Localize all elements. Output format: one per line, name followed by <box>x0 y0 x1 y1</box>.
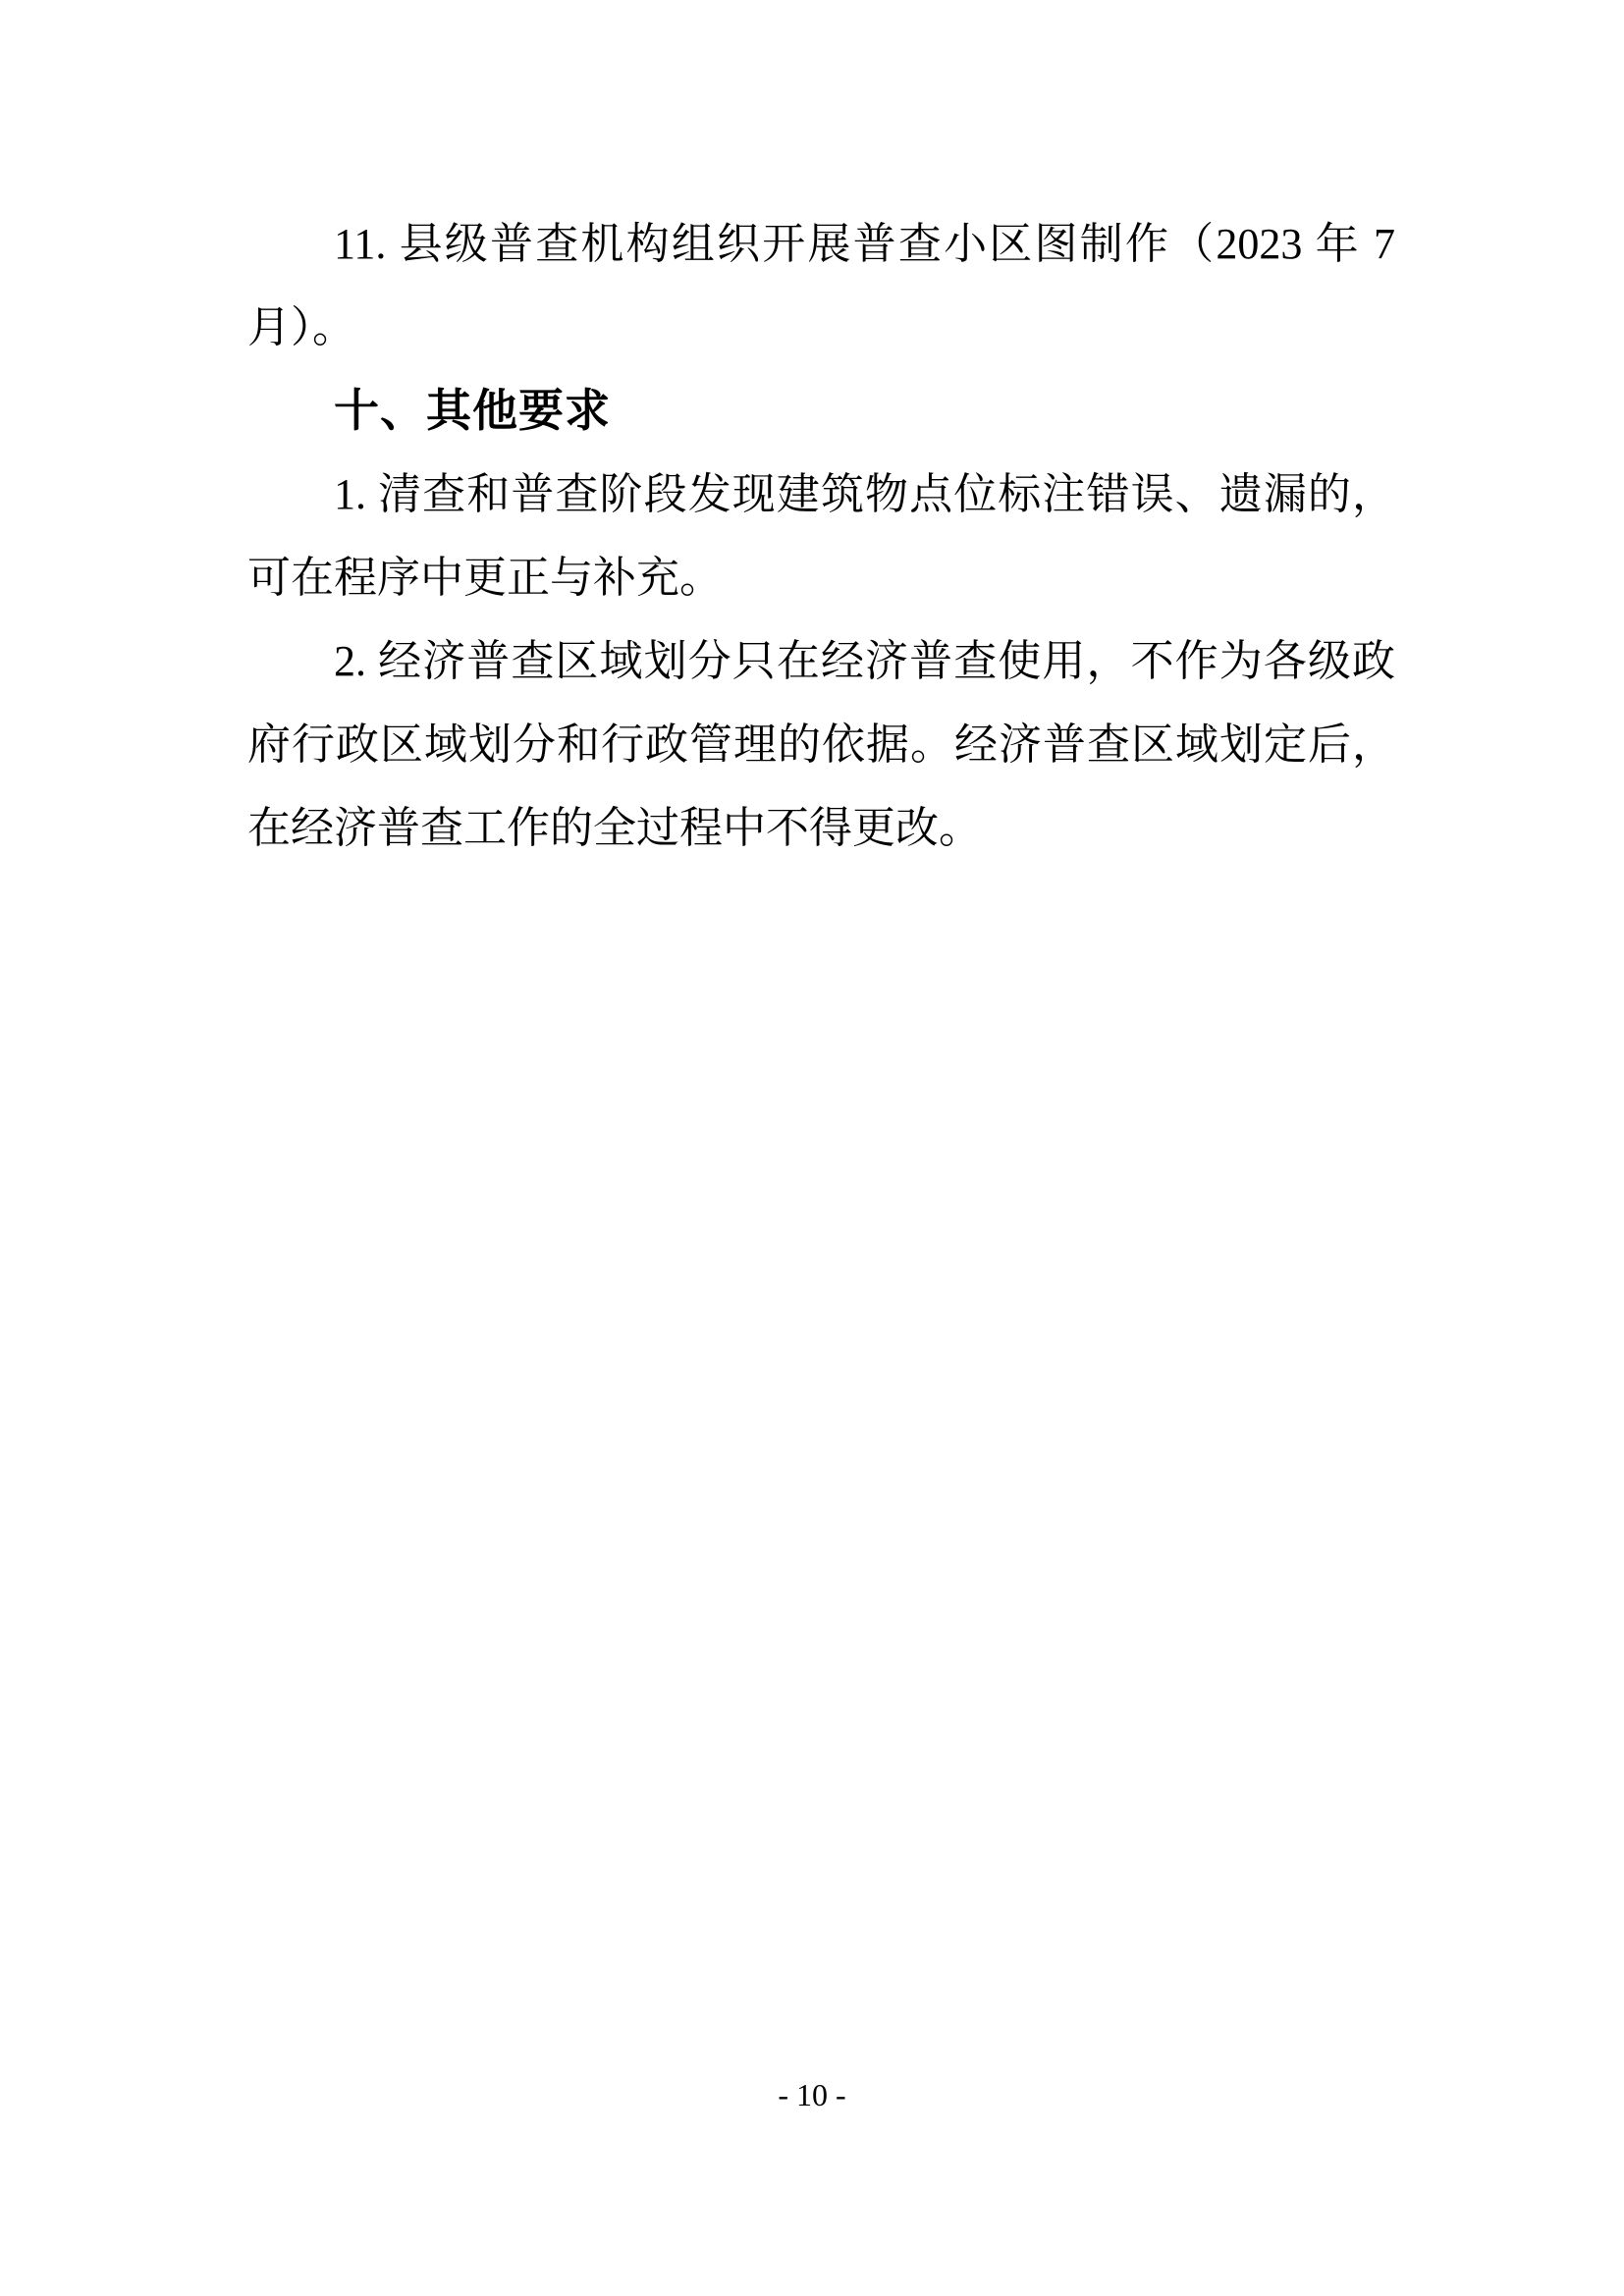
paragraph-2-line-3: 在经济普查工作的全过程中不得更改。 <box>247 804 982 852</box>
paragraph-11-line-2: 月）。 <box>247 303 355 351</box>
page-number: - 10 - <box>778 2077 846 2112</box>
paragraph-2-line-1: 2. 经济普查区域划分只在经济普查使用，不作为各级政 <box>334 637 1395 685</box>
paragraph-1-line-2: 可在程序中更正与补充。 <box>247 554 723 602</box>
paragraph-2-line-2: 府行政区域划分和行政管理的依据。经济普查区域划定后， <box>247 721 1395 769</box>
section-heading-other-requirements: 十、其他要求 <box>334 384 611 437</box>
paragraph-1-line-1: 1. 清查和普查阶段发现建筑物点位标注错误、遗漏的， <box>334 470 1395 518</box>
paragraph-11-line-1: 11. 县级普查机构组织开展普查小区图制作（2023 年 7 <box>334 220 1395 268</box>
page-body-text <box>247 202 1395 870</box>
